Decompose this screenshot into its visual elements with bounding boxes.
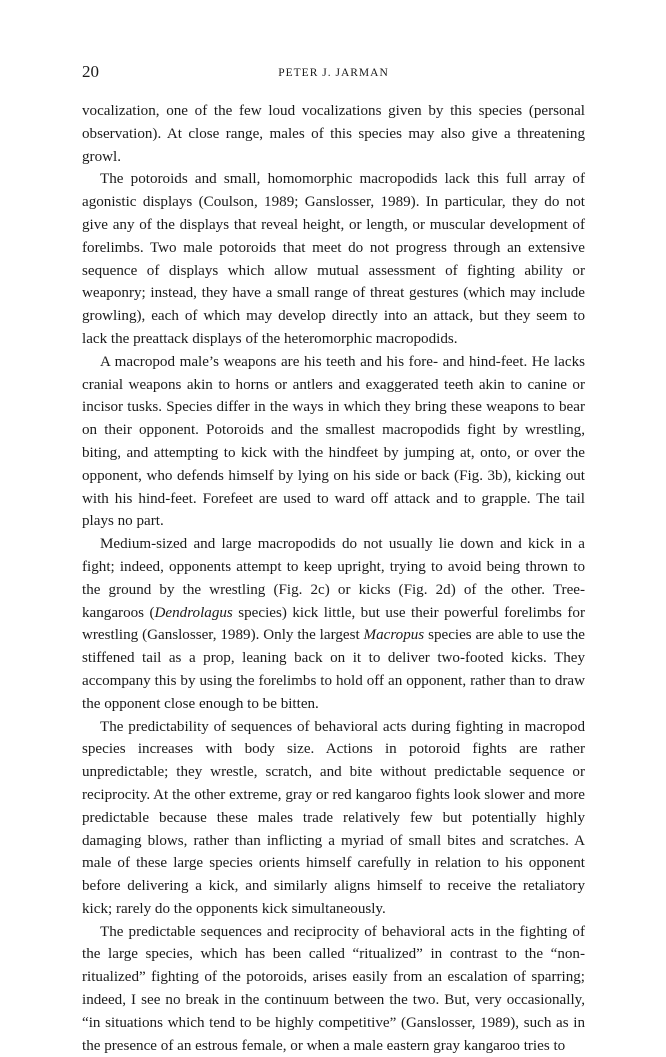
text-run: species) kick little, but use their powerful forelimbs for wrestling (Ganslosser, 1989). Only the largest — [82, 604, 585, 644]
page-header — [82, 62, 585, 84]
text-run: species are able to use the stiffened tail as a prop, leaning back on it to deliver two-footed kicks. They accompany this by using the forelimbs to hold off an opponent, rather than to draw the opponent close enough to be bitten. — [82, 627, 585, 712]
italic-term: Dendrolagus — [154, 604, 233, 621]
paragraph — [82, 533, 585, 715]
text-run: The predictable sequences and reciprocity of behavioral acts in the fighting of the large species, which has been called “ritualized” in contrast to the “non-ritualized” fighting of the potoroids, arises easily from an escalation of sparring; indeed, I see no break in the continuum between the two. But, very occasionally, “in situations which tend to be highly competitive” (Ganslosser, 1989), such as in the presence of an estrous female, or when a male eastern gray kangaroo tries to — [82, 923, 585, 1054]
paragraph — [82, 921, 585, 1057]
paragraph — [82, 716, 585, 921]
paragraph — [82, 351, 585, 533]
page-number: 20 — [82, 62, 99, 81]
text-run: Medium-sized and large macropodids do not usually lie down and kick in a fight; indeed, opponents attempt to keep upright, trying to avoid being thrown to the ground by the wrestling (Fig. 2c) or kicks (Fig. 2d) of the other. Tree-kangaroos ( — [82, 536, 585, 621]
text-run: The predictability of sequences of behavioral acts during fighting in macropod species increases with body size. Actions in potoroid fights are rather unpredictable; they wrestle, scratch, and bite without predictable sequence or reciprocity. At the other extreme, gray or red kangaroo fights look slower and more predictable because these males trade relatively few but potentially highly damaging blows, rather than inflicting a myriad of small bites and scratches. A male of these large species orients himself carefully in relation to his opponent before delivering a kick, and similarly aligns himself to receive the retaliatory kick; rarely do the opponents kick simultaneously. — [82, 718, 585, 917]
paragraph — [82, 168, 585, 350]
running-head: PETER J. JARMAN — [278, 67, 389, 79]
text-run: vocalization, one of the few loud vocalizations given by this species (personal observation). At close range, males of this species may also give a threatening growl. — [82, 103, 585, 165]
paragraph — [82, 100, 585, 168]
italic-term: Macropus — [363, 627, 425, 644]
text-run: The potoroids and small, homomorphic macropodids lack this full array of agonistic displays (Coulson, 1989; Ganslosser, 1989). In particular, they do not give any of the displays that reveal height, or length, or muscular development of forelimbs. Two male potoroids that meet do not progress through an extensive sequence of displays which allow mutual assessment of fighting ability or weaponry; instead, they have a small range of threat gestures (which may include growling), each of which may develop directly into an attack, but they seem to lack the preattack displays of the heteromorphic macropodids. — [82, 171, 585, 347]
text-run: A macropod male’s weapons are his teeth and his fore- and hind-feet. He lacks cranial weapons akin to horns or antlers and exaggerated teeth akin to canine or incisor tusks. Species differ in the ways in which they bring these weapons to bear on their opponent. Potoroids and the smallest macropodids fight by wrestling, biting, and attempting to kick with the hindfeet by jumping at, onto, or over the opponent, who defends himself by lying on his side or back (Fig. 3b), kicking out with his hind-feet. Forefeet are used to ward off attack and to grapple. The tail plays no part. — [82, 353, 585, 530]
body-text — [82, 100, 585, 1057]
